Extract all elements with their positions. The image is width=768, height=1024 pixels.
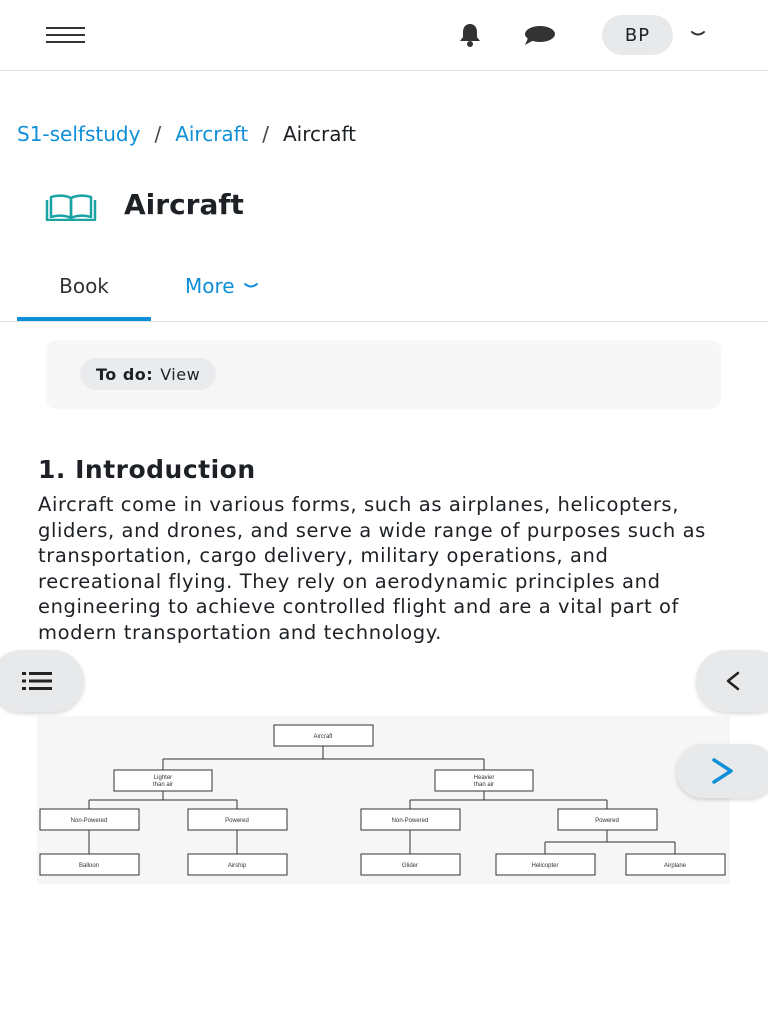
diagram-label-non-powered-left: Non-Powered: [70, 818, 108, 824]
diagram-label-balloon: Balloon: [78, 863, 100, 869]
diagram-label-non-powered-right: Non-Powered: [391, 818, 429, 824]
diagram-label-powered-left: Powered: [225, 818, 249, 824]
todo-badge: [80, 358, 216, 390]
chevron-left-icon: [724, 671, 742, 691]
page-title: Aircraft: [124, 188, 244, 221]
breadcrumb-current: Aircraft: [282, 122, 356, 146]
tab-book[interactable]: Book: [17, 255, 151, 321]
diagram-label-glider: Glider: [401, 863, 419, 869]
hamburger-menu-icon[interactable]: [46, 24, 86, 46]
chapter-paragraph: Aircraft come in various forms, such as airplanes, helicopters, gliders, and drones, and serve a wide range of purposes such as transportation, cargo delivery, military operations, and recreational flying. They rely on aerodynamic principles and engineering to achieve controlled flight and are a vital part of modern transportation and technology.: [38, 493, 706, 644]
tab-more-label: More: [185, 274, 235, 298]
breadcrumb-link-section[interactable]: Aircraft: [175, 122, 249, 146]
todo-value: View: [160, 364, 201, 384]
chevron-down-icon: [243, 281, 259, 291]
tab-more[interactable]: [185, 255, 259, 317]
bell-icon[interactable]: [456, 22, 484, 48]
secondary-navigation: [0, 255, 768, 322]
diagram-label-heavier-1: Heavier: [473, 775, 495, 781]
next-page-button[interactable]: [676, 744, 768, 798]
chapter-title: 1. Introduction: [38, 455, 256, 484]
chevron-right-icon: [710, 757, 736, 785]
diagram-label-helicopter: Helicopter: [531, 863, 559, 869]
todo-label: To do:: [96, 364, 154, 384]
user-avatar[interactable]: BP: [602, 15, 673, 55]
diagram-label-lighter-1: Lighter: [153, 775, 173, 781]
diagram-label-heavier-2: than air: [473, 782, 495, 788]
diagram-label-airplane: Airplane: [663, 863, 687, 869]
table-of-contents-button[interactable]: [0, 650, 84, 712]
aircraft-classification-diagram: [37, 716, 730, 884]
diagram-label-powered-right: Powered: [595, 818, 619, 824]
top-navbar: [0, 0, 768, 71]
breadcrumb-separator: /: [154, 122, 162, 146]
activity-completion-box: [46, 340, 721, 409]
list-icon: [22, 671, 52, 691]
breadcrumb-separator: /: [262, 122, 269, 146]
breadcrumb: [17, 122, 356, 146]
chat-bubble-icon[interactable]: [523, 24, 557, 46]
diagram-label-airship: Airship: [227, 863, 247, 869]
open-book-icon: [45, 193, 97, 221]
previous-page-button[interactable]: [696, 650, 768, 712]
diagram-label-root: Aircraft: [313, 734, 333, 740]
breadcrumb-link-course[interactable]: S1-selfstudy: [17, 122, 141, 146]
diagram-label-lighter-2: than air: [152, 782, 174, 788]
chevron-down-icon[interactable]: [690, 28, 706, 40]
